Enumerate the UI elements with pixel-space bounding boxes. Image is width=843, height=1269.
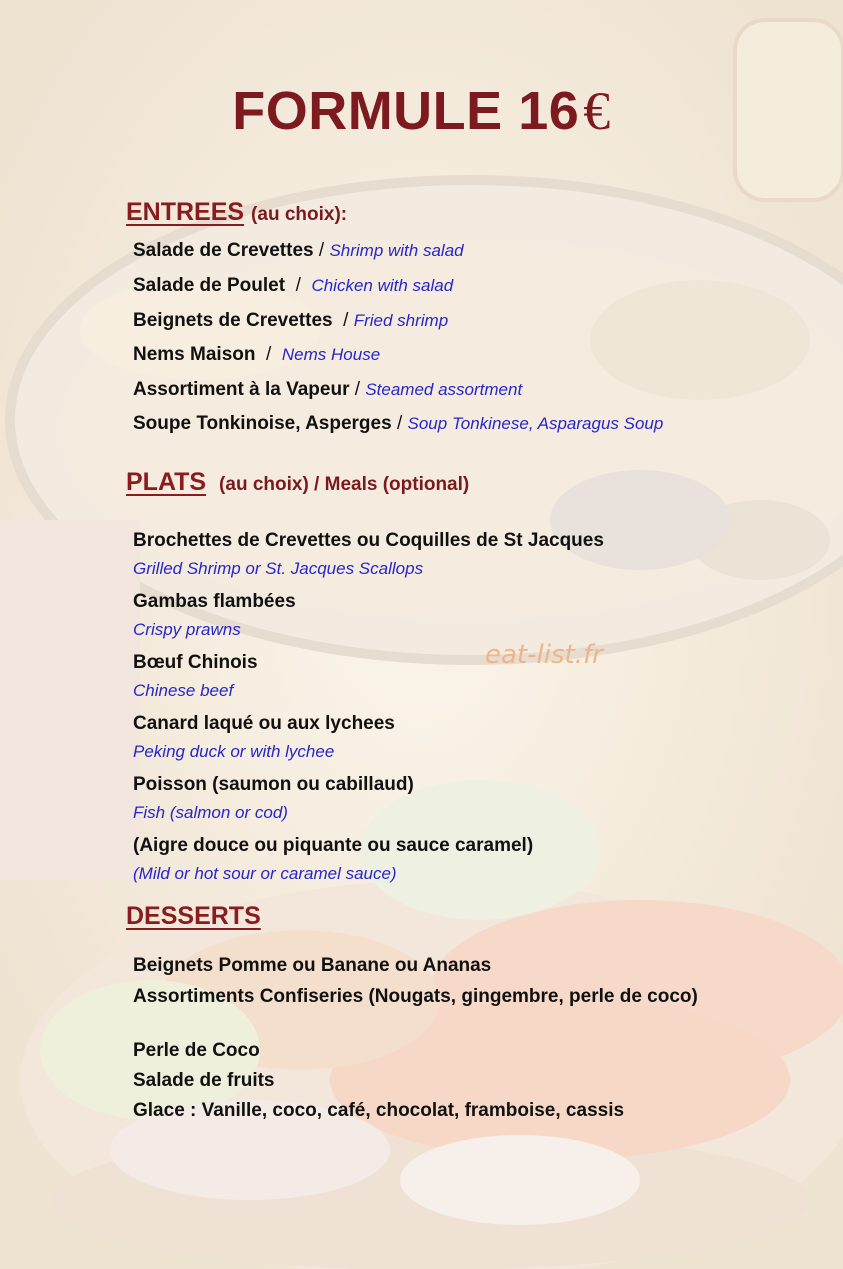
plats-heading-sub: (au choix) / Meals (optional) bbox=[219, 474, 470, 495]
plats-heading bbox=[126, 468, 469, 497]
entree-en: Shrimp with salad bbox=[329, 241, 464, 260]
entree-en: Fried shrimp bbox=[353, 311, 449, 330]
entree-fr: Salade de Poulet bbox=[133, 275, 286, 296]
entree-fr: Salade de Crevettes bbox=[133, 240, 314, 261]
plat-fr: Poisson (saumon ou cabillaud) bbox=[133, 774, 414, 795]
entree-fr: Nems Maison bbox=[133, 344, 256, 365]
entree-en: Chicken with salad bbox=[311, 276, 454, 295]
separator: / bbox=[285, 275, 312, 296]
plat-item-en: Peking duck or with lychee bbox=[133, 742, 335, 761]
entree-item bbox=[133, 240, 464, 262]
entree-en: Soup Tonkinese, Asparagus Soup bbox=[407, 414, 664, 433]
plat-fr: Canard laqué ou aux lychees bbox=[133, 713, 395, 734]
plat-item-en: Chinese beef bbox=[133, 681, 234, 700]
plat-item-fr bbox=[133, 835, 533, 857]
entree-fr: Beignets de Crevettes bbox=[133, 310, 333, 331]
plat-item-en: (Mild or hot sour or caramel sauce) bbox=[133, 864, 397, 883]
page-title bbox=[0, 80, 843, 142]
plat-item-fr bbox=[133, 591, 296, 613]
entree-item bbox=[133, 379, 522, 401]
plat-fr: (Aigre douce ou piquante ou sauce caramel) bbox=[133, 835, 534, 856]
entrees-heading bbox=[126, 198, 347, 227]
plat-item-en: Crispy prawns bbox=[133, 620, 241, 639]
dessert-item: Beignets Pomme ou Banane ou Ananas bbox=[133, 955, 492, 976]
watermark: eat-list.fr bbox=[485, 640, 603, 670]
dessert-item: Glace : Vanille, coco, café, chocolat, framboise, cassis bbox=[133, 1100, 625, 1121]
plat-item-fr bbox=[133, 530, 604, 552]
separator: / bbox=[391, 413, 408, 434]
separator: / bbox=[255, 344, 282, 365]
entrees-heading-sub: (au choix): bbox=[251, 204, 348, 225]
dessert-item: Salade de fruits bbox=[133, 1070, 275, 1091]
title-text: FORMULE 16 bbox=[232, 81, 580, 141]
separator: / bbox=[313, 240, 330, 261]
entree-fr: Soupe Tonkinoise, Asperges bbox=[133, 413, 392, 434]
plat-item-fr bbox=[133, 774, 414, 796]
separator: / bbox=[349, 379, 366, 400]
plat-fr: Gambas flambées bbox=[133, 591, 296, 612]
plat-item-en: Fish (salmon or cod) bbox=[133, 803, 288, 822]
entree-en: Steamed assortment bbox=[365, 380, 523, 399]
plats-heading-title: PLATS bbox=[126, 468, 207, 496]
dessert-item: Assortiments Confiseries (Nougats, gingembre, perle de coco) bbox=[133, 986, 698, 1007]
plat-item-fr bbox=[133, 713, 395, 735]
euro-sign: € bbox=[583, 81, 611, 141]
dessert-item: Perle de Coco bbox=[133, 1040, 260, 1061]
desserts-heading bbox=[126, 902, 261, 931]
plat-item-en: Grilled Shrimp or St. Jacques Scallops bbox=[133, 559, 424, 578]
entrees-heading-title: ENTREES bbox=[126, 198, 245, 226]
entree-en: Nems House bbox=[281, 345, 381, 364]
plat-item-fr bbox=[133, 652, 258, 674]
entree-fr: Assortiment à la Vapeur bbox=[133, 379, 350, 400]
separator: / bbox=[332, 310, 354, 331]
plat-fr: Bœuf Chinois bbox=[133, 652, 258, 673]
entree-item bbox=[133, 310, 448, 332]
plat-fr: Brochettes de Crevettes ou Coquilles de St Jacques bbox=[133, 530, 604, 551]
entree-item bbox=[133, 275, 453, 297]
desserts-heading-title: DESSERTS bbox=[126, 902, 261, 930]
entree-item bbox=[133, 413, 663, 435]
entree-item bbox=[133, 344, 380, 366]
